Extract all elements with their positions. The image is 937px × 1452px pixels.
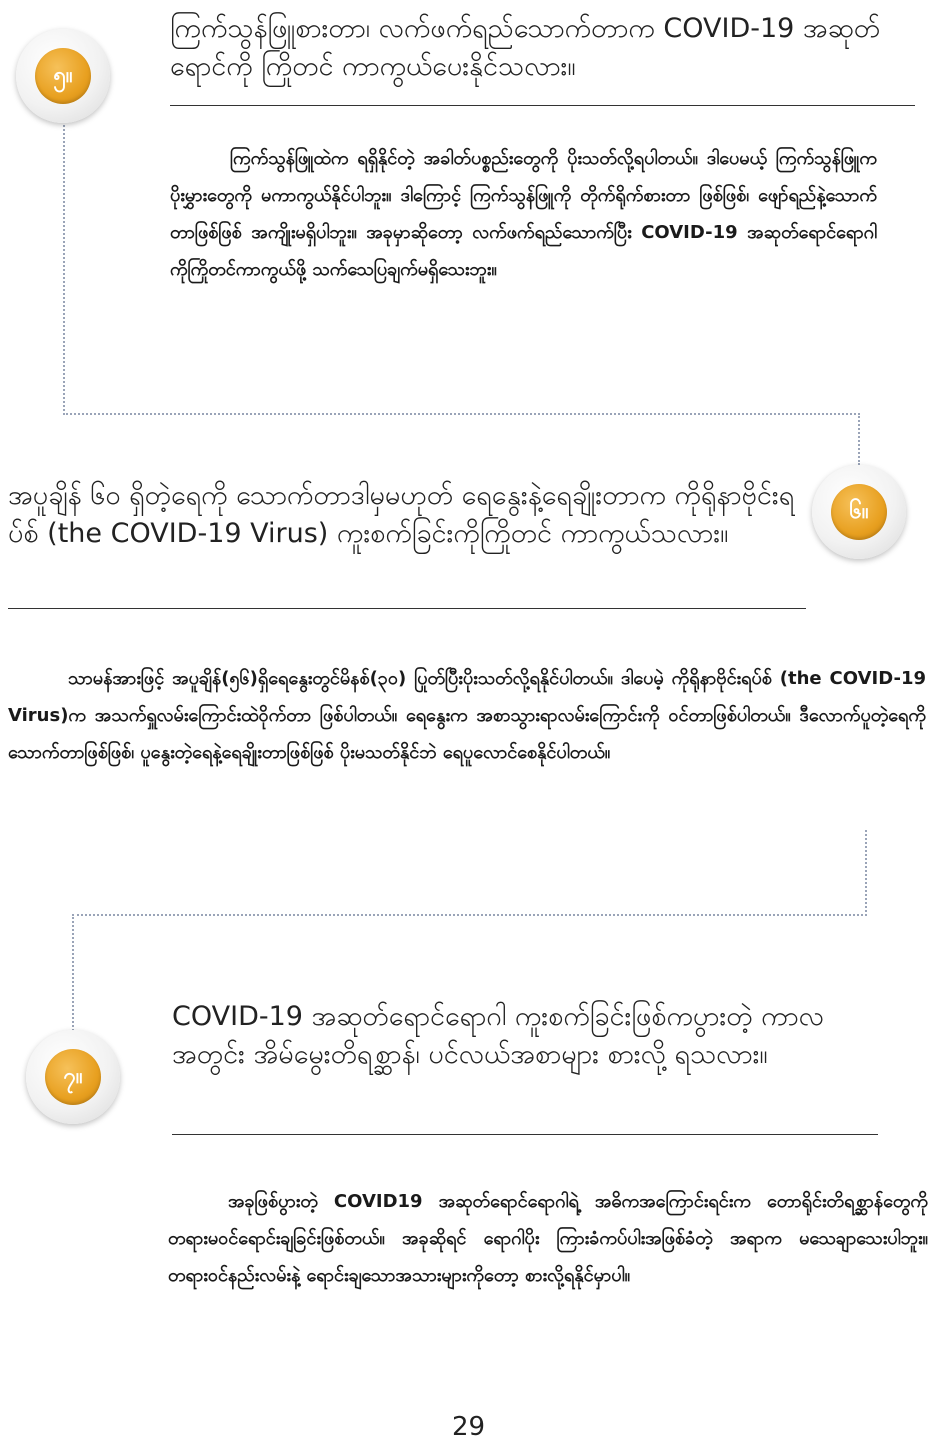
question-number-badge — [26, 1030, 120, 1124]
connector-line-2-vertical — [858, 413, 860, 465]
question-heading: COVID-19 အဆုတ်ရောင်ရောဂါ ကူးစက်ခြင်းဖြစ်ကပွားတဲ့ ကာလအတွင်း အိမ်မွေးတိရစ္ဆာန်၊ ပင်လယ်အစာများ စားလို့ ရသလား။ — [172, 1001, 824, 1070]
answer-paragraph: ကြက်သွန်ဖြူထဲက ရရှိနိုင်တဲ့ အခါတ်ပစ္စည်းတွေကို ပိုးသတ်လို့ရပါတယ်။ ဒါပေမယ့် ကြက်သွန်ဖြူက ပိုးမွှားတွေကို မကာကွယ်နိုင်ပါဘူး။ ဒါကြောင့် ကြက်သွန်ဖြူကို တိုက်ရိုက်စားတာ ဖြစ်ဖြစ်၊ ဖျော်ရည်နဲ့သောက်တာဖြစ်ဖြစ် အကျိုးမရှိပါဘူး။ အခုမှာဆိုတော့ လက်ဖက်ရည်သောက်ပြီး COVID-19 အဆုတ်ရောင်ရောဂါကိုကြိုတင်ကာကွယ်ဖို့ သက်သေပြချက်မရှိသေးဘူး။ — [170, 148, 877, 280]
heading-underline — [8, 608, 806, 609]
question-number: ၅။ — [35, 48, 91, 104]
question-number: ၆။ — [831, 484, 887, 540]
question-heading: ကြက်သွန်ဖြူစားတာ၊ လက်ဖက်ရည်သောက်တာက COVID-19 အဆုတ်ရောင်ကို ကြိုတင် ကာကွယ်ပေးနိုင်သလား။ — [170, 13, 881, 82]
question-number-badge — [812, 465, 906, 559]
answer-paragraph: အခုဖြစ်ပွားတဲ့ COVID19 အဆုတ်ရောင်ရောဂါရဲ့ အဓိကအကြောင်းရင်းက တောရိုင်းတိရစ္ဆာန်တွေကို တရားမဝင်ရောင်းချခြင်းဖြစ်တယ်။ အခုဆိုရင် ရောဂါပိုး ကြားခံကပ်ပါးအဖြစ်ခံတဲ့ အရာက မသေချာသေးပါဘူး။ တရားဝင်နည်းလမ်းနဲ့ ရောင်းချသောအသားများကိုတော့ စားလို့ရနိုင်မှာပါ။ — [168, 1191, 928, 1286]
question-number: ၇။ — [45, 1049, 101, 1105]
answer-paragraph: သာမန်အားဖြင့် အပူချိန်(၅၆)ရှိရေနွေးတွင်မိနစ်(၃၀) ပြုတ်ပြီးပိုးသတ်လို့ရနိုင်ပါတယ်။ ဒါပေမဲ့ ကိုရိုနာဗိုင်းရပ်စ် (the COVID-19 Virus)က အသက်ရှူလမ်းကြောင်းထဲဝိုက်တာ ဖြစ်ပါတယ်။ ရေနွေးက အစာသွားရာလမ်းကြောင်းကို ဝင်တာဖြစ်ပါတယ်။ ဒီလောက်ပူတဲ့ရေကိုသောက်တာဖြစ်ဖြစ်၊ ပူနွေးတဲ့ရေနဲ့ရေချိုးတာဖြစ်ဖြစ် ပိုးမသတ်နိုင်ဘဲ ရေပူလောင်စေနိုင်ပါတယ်။ — [8, 668, 926, 763]
page-number: 29 — [451, 1412, 486, 1442]
connector-line-3-vertical — [865, 830, 867, 916]
connector-line-1-horizontal — [63, 413, 860, 415]
heading-underline — [172, 1134, 878, 1135]
connector-line-3-horizontal — [72, 914, 867, 916]
question-heading: အပူချိန် ၆၀ ရှိတဲ့ရေကို သောက်တာဒါမှမဟုတ် ရေနွေးနဲ့ရေချိုးတာက ကိုရိုနာဗိုင်းရပ်စ် (the COVID-19 Virus) ကူးစက်ခြင်းကိုကြိုတင် ကာကွယ်သလား။ — [8, 480, 795, 549]
connector-line-4-vertical — [72, 914, 74, 1034]
connector-line-1-vertical — [63, 120, 65, 415]
question-number-badge — [16, 29, 110, 123]
heading-underline — [170, 105, 915, 106]
